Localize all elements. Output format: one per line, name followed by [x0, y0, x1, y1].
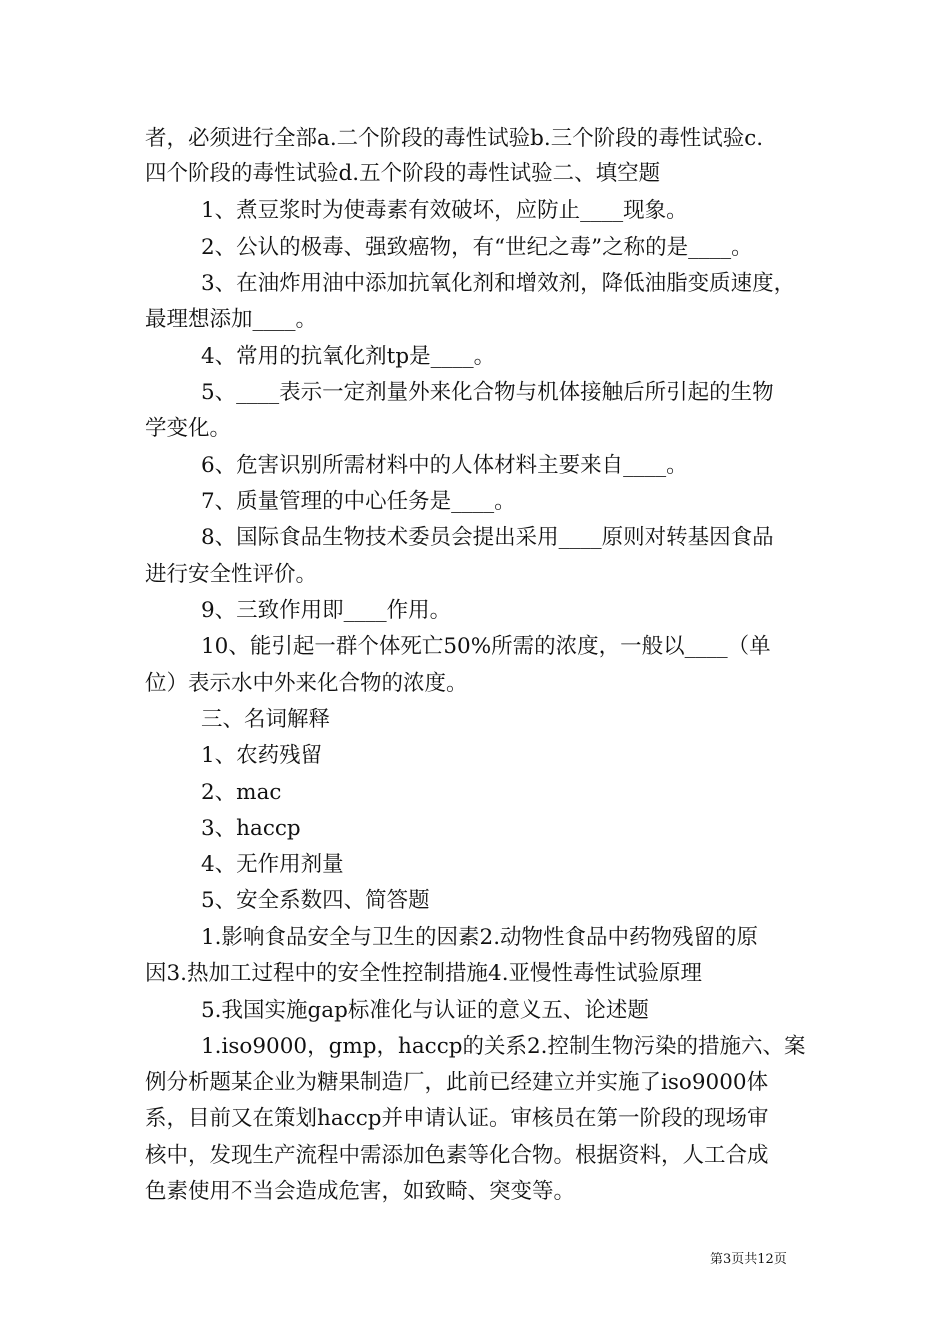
text-line: 3、haccp	[201, 816, 301, 841]
text-line: 学变化。	[145, 416, 232, 441]
text-line: 7、质量管理的中心任务是____。	[201, 489, 516, 514]
text-line: 例分析题某企业为糖果制造厂，此前已经建立并实施了iso9000体	[145, 1070, 769, 1095]
text-line: 1、农药残留	[201, 743, 323, 768]
text-line: 四个阶段的毒性试验d.五个阶段的毒性试验二、填空题	[145, 161, 661, 186]
text-line: 进行安全性评价。	[145, 562, 318, 587]
text-line: 最理想添加____。	[145, 307, 318, 332]
text-line: 6、危害识别所需材料中的人体材料主要来自____。	[201, 453, 688, 478]
text-line: 因3.热加工过程中的安全性控制措施4.亚慢性毒性试验原理	[145, 961, 703, 986]
text-line: 5.我国实施gap标准化与认证的意义五、论述题	[201, 998, 649, 1023]
text-line: 1.影响食品安全与卫生的因素2.动物性食品中药物残留的原	[201, 925, 759, 950]
text-line: 3、在油炸用油中添加抗氧化剂和增效剂，降低油脂变质速度，	[201, 271, 796, 296]
text-line: 9、三致作用即____作用。	[201, 598, 452, 623]
text-line: 4、无作用剂量	[201, 852, 344, 877]
text-line: 2、mac	[201, 780, 282, 805]
text-line: 1、煮豆浆时为使毒素有效破坏，应防止____现象。	[201, 198, 688, 223]
text-line: 系，目前又在策划haccp并申请认证。审核员在第一阶段的现场审	[145, 1106, 769, 1131]
text-line: 1.iso9000，gmp，haccp的关系2.控制生物污染的措施六、案	[201, 1034, 806, 1059]
page-number-footer: 第3页共12页	[710, 1252, 787, 1267]
text-line: 10、能引起一群个体死亡50%所需的浓度，一般以____（单	[201, 634, 771, 659]
text-line: 4、常用的抗氧化剂tp是____。	[201, 344, 496, 369]
text-line: 核中，发现生产流程中需添加色素等化合物。根据资料，人工合成	[145, 1143, 769, 1168]
text-line: 三、名词解释	[201, 707, 331, 732]
text-line: 2、公认的极毒、强致癌物，有“世纪之毒”之称的是____。	[201, 235, 753, 260]
text-line: 5、安全系数四、简答题	[201, 888, 430, 913]
text-line: 8、国际食品生物技术委员会提出采用____原则对转基因食品	[201, 525, 774, 550]
text-line: 5、____表示一定剂量外来化合物与机体接触后所引起的生物	[201, 380, 774, 405]
text-line: 位）表示水中外来化合物的浓度。	[145, 671, 468, 696]
text-line: 色素使用不当会造成危害，如致畸、突变等。	[145, 1179, 576, 1204]
text-line: 者，必须进行全部a.二个阶段的毒性试验b.三个阶段的毒性试验c.	[145, 126, 764, 151]
